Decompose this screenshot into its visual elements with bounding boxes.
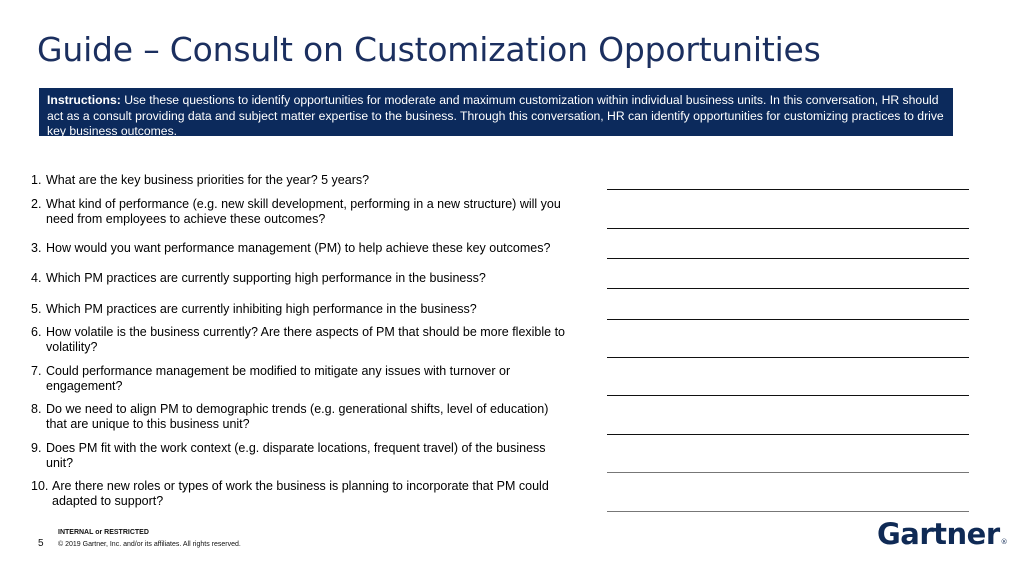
- question-text: Which PM practices are currently supporting high performance in the business?: [46, 271, 486, 285]
- instructions-box: [39, 88, 953, 136]
- classification-label: INTERNAL or RESTRICTED: [58, 529, 149, 536]
- question-text: What are the key business priorities for the year? 5 years?: [46, 173, 370, 187]
- question-number: 9.: [31, 441, 42, 455]
- question-number: 10.: [31, 479, 49, 493]
- answer-line[interactable]: [607, 319, 969, 320]
- question-text: Could performance management be modified to mitigate any issues with turnover or engagement?: [46, 364, 511, 393]
- question-number: 8.: [31, 402, 42, 416]
- page-number: 5: [38, 538, 44, 549]
- question-number: 2.: [31, 197, 42, 211]
- question-item: [31, 402, 591, 432]
- question-item: [31, 479, 591, 509]
- question-item: [31, 364, 591, 394]
- answer-line[interactable]: [607, 395, 969, 396]
- question-text: How would you want performance management (PM) to help achieve these key outcomes?: [46, 241, 551, 255]
- question-text: Does PM fit with the work context (e.g. disparate locations, frequent travel) of the business unit?: [46, 441, 546, 470]
- copyright-text: © 2019 Gartner, Inc. and/or its affiliates. All rights reserved.: [58, 541, 241, 548]
- answer-line[interactable]: [607, 434, 969, 435]
- question-number: 7.: [31, 364, 42, 378]
- question-item: [31, 441, 591, 471]
- page-title: Guide – Consult on Customization Opportunities: [37, 30, 821, 69]
- registered-mark: ®: [1000, 538, 1008, 546]
- logo-text: Gartner: [877, 517, 1000, 551]
- question-number: 1.: [31, 173, 42, 187]
- question-text: Are there new roles or types of work the business is planning to incorporate that PM could adapted to support?: [52, 479, 549, 508]
- instructions-label: Instructions:: [47, 93, 121, 107]
- answer-line[interactable]: [607, 511, 969, 512]
- question-number: 4.: [31, 271, 42, 285]
- question-item: [31, 197, 591, 227]
- question-text: Which PM practices are currently inhibiting high performance in the business?: [46, 302, 477, 316]
- question-item: [31, 302, 591, 317]
- question-item: [31, 271, 591, 286]
- answer-line[interactable]: [607, 228, 969, 229]
- question-item: [31, 173, 591, 188]
- gartner-logo: [877, 517, 1007, 551]
- question-text: What kind of performance (e.g. new skill development, performing in a new structure) will you need from employees to achieve these outcomes?: [46, 197, 561, 226]
- question-number: 6.: [31, 325, 42, 339]
- question-text: How volatile is the business currently? Are there aspects of PM that should be more flexible to volatility?: [46, 325, 566, 354]
- answer-line[interactable]: [607, 357, 969, 358]
- question-number: 5.: [31, 302, 42, 316]
- answer-line[interactable]: [607, 258, 969, 259]
- answer-line[interactable]: [607, 472, 969, 473]
- question-number: 3.: [31, 241, 42, 255]
- instructions-text: Use these questions to identify opportunities for moderate and maximum customization within individual business units. In this conversation, HR should act as a consult providing data and subject matter expertise to the business. Through this conversation, HR can identify opportunities for customizing practices to drive key business outcomes.: [47, 93, 944, 138]
- answer-line[interactable]: [607, 189, 969, 190]
- question-text: Do we need to align PM to demographic trends (e.g. generational shifts, level of education) that are unique to this business unit?: [46, 402, 549, 431]
- question-item: [31, 241, 591, 256]
- question-item: [31, 325, 591, 355]
- answer-line[interactable]: [607, 288, 969, 289]
